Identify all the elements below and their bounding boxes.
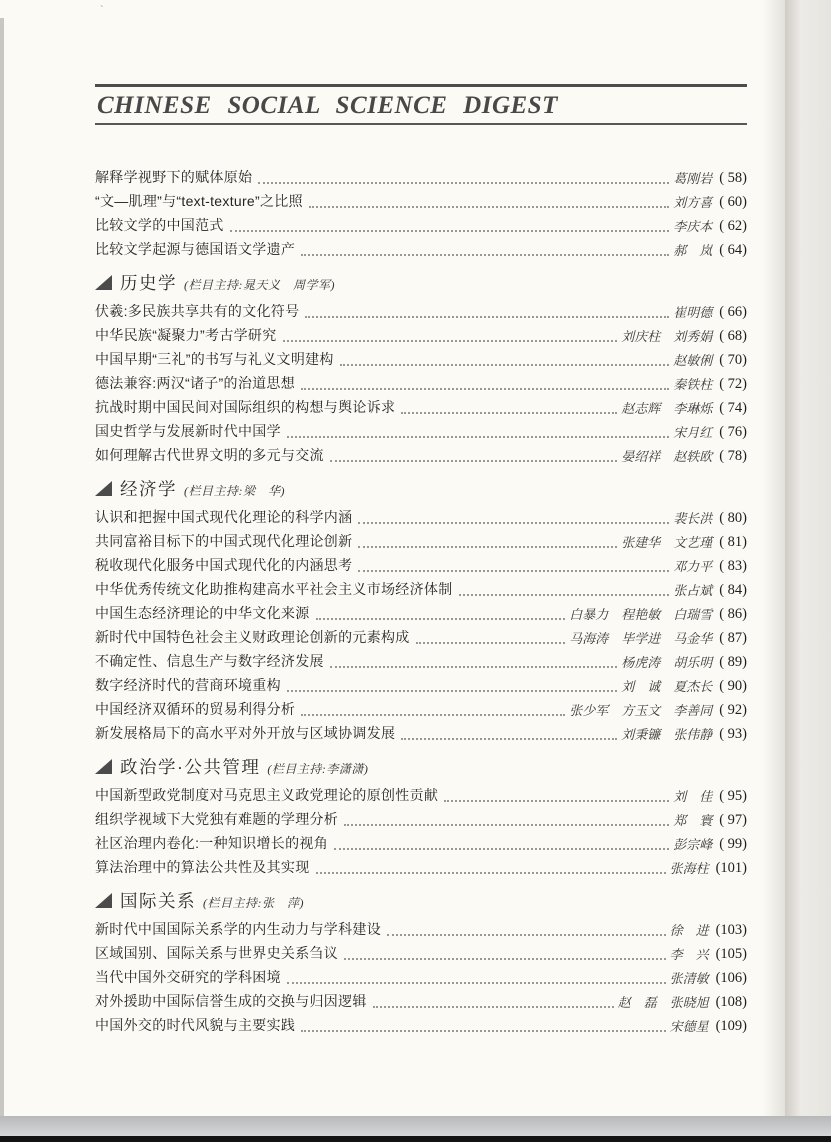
entry-title: 社区治理内卷化:一种知识增长的视角 xyxy=(95,835,328,851)
entry-title: 比较文学起源与德国语文学遗产 xyxy=(95,241,296,257)
toc-entry xyxy=(95,373,747,393)
section-name: 国际关系 xyxy=(120,891,196,911)
toc-entry xyxy=(95,555,747,575)
entry-title: 比较文学的中国范式 xyxy=(95,217,224,233)
entry-title: 中国外交的时代风貌与主要实践 xyxy=(95,1017,296,1033)
entry-page-number: ( 87) xyxy=(719,630,747,646)
toc-entry xyxy=(95,675,747,695)
entry-page-number: ( 81) xyxy=(719,534,747,550)
section-triangle-icon xyxy=(95,759,112,774)
entry-page-number: ( 80) xyxy=(719,510,747,526)
entry-authors: 赵敏俐 xyxy=(673,353,713,368)
entry-authors: 张海柱 xyxy=(669,861,709,876)
entry-title: 德法兼容:两汉“诸子”的治道思想 xyxy=(95,375,296,391)
toc-entry xyxy=(95,397,747,417)
entry-page-number: ( 68) xyxy=(719,328,747,344)
entry-page-number: (103) xyxy=(715,922,747,938)
toc-entry xyxy=(95,943,747,963)
entry-title: 算法治理中的算法公共性及其实现 xyxy=(95,859,310,875)
entry-title: 对外援助中国际信誉生成的交换与归因逻辑 xyxy=(95,993,367,1009)
scan-right-shadow xyxy=(763,0,785,1142)
entry-page-number: ( 93) xyxy=(719,726,747,742)
dot-leader xyxy=(258,182,669,184)
entry-authors: 白暴力 程艳敏 白瑞雪 xyxy=(569,607,713,622)
toc-entry xyxy=(95,531,747,551)
masthead-rule-bottom xyxy=(95,123,747,125)
dot-leader xyxy=(309,206,669,208)
scan-bottom-border xyxy=(0,1136,831,1142)
entry-page-number: ( 86) xyxy=(719,606,747,622)
entry-title: 中华优秀传统文化助推构建高水平社会主义市场经济体制 xyxy=(95,581,453,597)
dot-leader xyxy=(283,340,618,342)
entry-authors: 赵 磊 张晓旭 xyxy=(617,995,709,1010)
entry-title: 税收现代化服务中国式现代化的内涵思考 xyxy=(95,557,353,573)
entry-authors: 葛刚岩 xyxy=(673,171,713,186)
journal-title: CHINESE SOCIAL SCIENCE DIGEST xyxy=(97,92,558,119)
toc-entry xyxy=(95,785,747,805)
toc-entry xyxy=(95,967,747,987)
section-header xyxy=(95,478,747,499)
section-header xyxy=(95,890,747,911)
entry-title: 中国生态经济理论的中华文化来源 xyxy=(95,605,310,621)
entry-page-number: (109) xyxy=(715,1018,747,1034)
entry-authors: 张清敏 xyxy=(669,971,709,986)
toc-entry xyxy=(95,507,747,527)
entry-page-number: ( 60) xyxy=(719,194,747,210)
entry-authors: 邓力平 xyxy=(673,559,713,574)
entry-authors: 马海涛 毕学进 马金华 xyxy=(569,631,713,646)
dot-leader xyxy=(344,824,669,826)
toc-entry xyxy=(95,723,747,743)
section-triangle-icon xyxy=(95,481,112,496)
section-hosts-label: (栏目主持:张 萍) xyxy=(203,896,304,910)
section-header xyxy=(95,272,747,293)
dot-leader xyxy=(287,982,666,984)
toc-entry xyxy=(95,809,747,829)
entry-title: 当代中国外交研究的学科困境 xyxy=(95,969,281,985)
entry-page-number: (101) xyxy=(715,860,747,876)
entry-authors: 郑 寰 xyxy=(673,813,713,828)
entry-authors: 崔明德 xyxy=(673,305,713,320)
entry-page-number: ( 74) xyxy=(719,400,747,416)
toc-entry xyxy=(95,857,747,877)
entry-authors: 李 兴 xyxy=(669,947,709,962)
entry-authors: 宋德星 xyxy=(669,1019,709,1034)
toc-entry xyxy=(95,603,747,623)
entry-page-number: ( 58) xyxy=(719,170,747,186)
scan-bottom-edge xyxy=(0,1116,831,1137)
dot-leader xyxy=(344,958,665,960)
dot-leader xyxy=(305,316,669,318)
entry-title: 区域国别、国际关系与世界史关系刍议 xyxy=(95,945,339,961)
section-header xyxy=(95,756,747,777)
entry-page-number: ( 84) xyxy=(719,582,747,598)
dot-leader xyxy=(287,690,617,692)
entry-authors: 晏绍祥 赵轶欧 xyxy=(621,449,713,464)
dot-leader xyxy=(358,522,669,524)
entry-page-number: ( 72) xyxy=(719,376,747,392)
entry-title: 新发展格局下的高水平对外开放与区域协调发展 xyxy=(95,725,396,741)
entry-page-number: ( 66) xyxy=(719,304,747,320)
entry-title: 新时代中国特色社会主义财政理论创新的元素构成 xyxy=(95,629,410,645)
section-name: 经济学 xyxy=(120,479,177,499)
dot-leader xyxy=(358,570,669,572)
entry-authors: 刘 诚 夏杰长 xyxy=(621,679,713,694)
entry-title: 中国新型政党制度对马克思主义政党理论的原创性贡献 xyxy=(95,787,439,803)
entry-title: 国史哲学与发展新时代中国学 xyxy=(95,423,281,439)
dot-leader xyxy=(316,618,566,620)
entry-page-number: ( 78) xyxy=(719,448,747,464)
toc-entry xyxy=(95,239,747,259)
entry-title: 中华民族“凝聚力”考古学研究 xyxy=(95,327,277,343)
toc-entry xyxy=(95,651,747,671)
entry-page-number: ( 76) xyxy=(719,424,747,440)
entry-title: 组织学视域下大党独有难题的学理分析 xyxy=(95,811,339,827)
entry-title: 认识和把握中国式现代化理论的科学内涵 xyxy=(95,509,353,525)
toc-entry xyxy=(95,445,747,465)
entry-page-number: ( 99) xyxy=(719,836,747,852)
entry-authors: 张占斌 xyxy=(673,583,713,598)
entry-page-number: ( 70) xyxy=(719,352,747,368)
entry-title: 抗战时期中国民间对国际组织的构想与舆论诉求 xyxy=(95,399,396,415)
toc-entry xyxy=(95,215,747,235)
entry-authors: 刘秉镰 张伟静 xyxy=(621,727,713,742)
entry-authors: 彭宗峰 xyxy=(673,837,713,852)
toc-entry xyxy=(95,699,747,719)
dot-leader xyxy=(416,642,566,644)
toc-entry xyxy=(95,421,747,441)
toc-entry xyxy=(95,1015,747,1035)
section-name: 历史学 xyxy=(120,273,177,293)
dot-leader xyxy=(401,412,617,414)
section-triangle-icon xyxy=(95,275,112,290)
entry-page-number: ( 64) xyxy=(719,242,747,258)
entry-page-number: ( 89) xyxy=(719,654,747,670)
dot-leader xyxy=(316,872,666,874)
entry-page-number: (105) xyxy=(715,946,747,962)
dot-leader xyxy=(340,364,669,366)
entry-page-number: ( 62) xyxy=(719,218,747,234)
toc-entry xyxy=(95,301,747,321)
dot-leader xyxy=(301,714,565,716)
dot-leader xyxy=(301,388,669,390)
entry-title: “文—肌理”与“text-texture”之比照 xyxy=(95,193,303,209)
entry-authors: 李庆本 xyxy=(673,219,713,234)
entry-title: 新时代中国国际关系学的内生动力与学科建设 xyxy=(95,921,381,937)
entry-title: 解释学视野下的赋体原始 xyxy=(95,169,253,185)
toc-entry xyxy=(95,991,747,1011)
entry-title: 如何理解古代世界文明的多元与交流 xyxy=(95,447,324,463)
entry-title: 中国经济双循环的贸易利得分析 xyxy=(95,701,296,717)
dot-leader xyxy=(444,800,669,802)
entry-page-number: ( 95) xyxy=(719,788,747,804)
entry-authors: 刘庆柱 刘秀娟 xyxy=(621,329,713,344)
dot-leader xyxy=(230,230,669,232)
dot-leader xyxy=(401,738,617,740)
toc-entry xyxy=(95,191,747,211)
section-hosts-label: (栏目主持:李潇潇) xyxy=(267,762,369,776)
section-hosts-label: (栏目主持:梁 华) xyxy=(184,484,285,498)
dot-leader xyxy=(334,848,669,850)
entry-authors: 张建华 文艺瑾 xyxy=(621,535,713,550)
dot-leader xyxy=(459,594,670,596)
scan-speck: ` xyxy=(100,4,104,16)
scan-page-edge xyxy=(785,0,831,1142)
dot-leader xyxy=(330,666,617,668)
toc-entry xyxy=(95,349,747,369)
dot-leader xyxy=(287,436,669,438)
entry-authors: 张少军 方玉文 李善同 xyxy=(569,703,713,718)
entry-title: 伏羲:多民族共享共有的文化符号 xyxy=(95,303,300,319)
section-triangle-icon xyxy=(95,893,112,908)
entry-authors: 刘方喜 xyxy=(673,195,713,210)
toc-entry xyxy=(95,325,747,345)
entry-page-number: ( 90) xyxy=(719,678,747,694)
entry-authors: 赵志辉 李琳烁 xyxy=(621,401,713,416)
toc-entry xyxy=(95,167,747,187)
entry-authors: 郝 岚 xyxy=(673,243,713,258)
toc-entry xyxy=(95,833,747,853)
entry-title: 数字经济时代的营商环境重构 xyxy=(95,677,281,693)
entry-page-number: (108) xyxy=(715,994,747,1010)
entry-authors: 裴长洪 xyxy=(673,511,713,526)
entry-authors: 杨虎涛 胡乐明 xyxy=(621,655,713,670)
entry-page-number: ( 92) xyxy=(719,702,747,718)
section-hosts-label: (栏目主持:晁天义 周学军) xyxy=(184,278,335,292)
toc-entry xyxy=(95,579,747,599)
section-name: 政治学·公共管理 xyxy=(120,757,261,777)
entry-title: 不确定性、信息生产与数字经济发展 xyxy=(95,653,324,669)
toc-entry xyxy=(95,627,747,647)
dot-leader xyxy=(301,1030,665,1032)
dot-leader xyxy=(330,460,617,462)
toc xyxy=(95,167,747,1039)
masthead xyxy=(95,84,747,125)
dot-leader xyxy=(358,546,617,548)
dot-leader xyxy=(373,1006,614,1008)
dot-leader xyxy=(387,934,666,936)
entry-page-number: (106) xyxy=(715,970,747,986)
entry-title: 共同富裕目标下的中国式现代化理论创新 xyxy=(95,533,353,549)
entry-title: 中国早期“三礼”的书写与礼义文明建构 xyxy=(95,351,334,367)
toc-entry xyxy=(95,919,747,939)
entry-authors: 刘 佳 xyxy=(673,789,713,804)
entry-authors: 秦铁柱 xyxy=(673,377,713,392)
entry-authors: 宋月红 xyxy=(673,425,713,440)
dot-leader xyxy=(301,254,669,256)
entry-authors: 徐 进 xyxy=(669,923,709,938)
entry-page-number: ( 83) xyxy=(719,558,747,574)
scan-left-edge xyxy=(0,18,4,1128)
entry-page-number: ( 97) xyxy=(719,812,747,828)
